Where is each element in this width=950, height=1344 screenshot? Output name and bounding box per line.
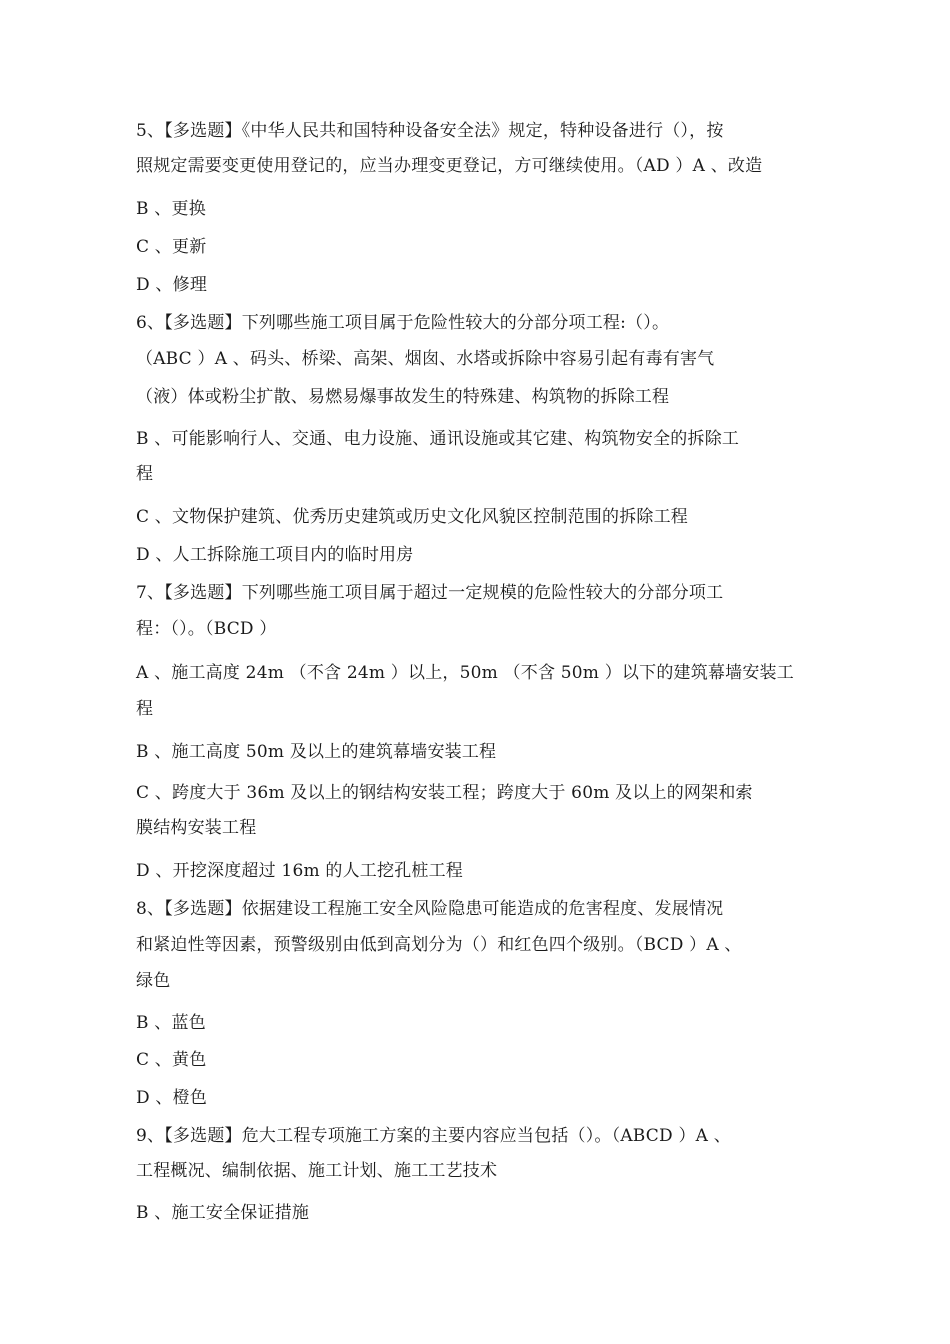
question-6-line-3: （液）体或粉尘扩散、易燃易爆事故发生的特殊建、构筑物的拆除工程 (136, 387, 670, 407)
option-c-line-cont: 膜结构安装工程 (136, 818, 257, 838)
option-b-line: B 、蓝色 (136, 1013, 206, 1033)
option-b-line: B 、更换 (136, 199, 206, 219)
option-b-line: B 、施工安全保证措施 (136, 1203, 310, 1223)
question-6-line-2: （ABC ）A 、码头、桥梁、高架、烟囱、水塔或拆除中容易引起有毒有害气 (136, 349, 715, 369)
option-c-line: C 、更新 (136, 237, 207, 257)
option-a-line: A 、施工高度 24m （不含 24m ）以上，50m （不含 50m ）以下的建筑幕墙安装工 (136, 663, 794, 683)
option-c-line: C 、文物保护建筑、优秀历史建筑或历史文化风貌区控制范围的拆除工程 (136, 507, 689, 527)
question-5-line-2: 照规定需要变更使用登记的，应当办理变更登记，方可继续使用。（AD ）A 、改造 (136, 156, 763, 176)
option-a-line-cont: 程 (136, 699, 154, 719)
question-7-line-2: 程：（）。（BCD ） (136, 619, 277, 639)
option-d-line: D 、开挖深度超过 16m 的人工挖孔桩工程 (136, 861, 463, 881)
option-b-line: B 、施工高度 50m 及以上的建筑幕墙安装工程 (136, 742, 497, 762)
question-5-line-1: 5、【多选题】《中华人民共和国特种设备安全法》规定，特种设备进行（），按 (136, 121, 724, 141)
option-c-line: C 、跨度大于 36m 及以上的钢结构安装工程；跨度大于 60m 及以上的网架和索 (136, 783, 753, 803)
option-b-line-cont: 程 (136, 464, 154, 484)
question-9-line-2: 工程概况、编制依据、施工计划、施工工艺技术 (136, 1161, 498, 1181)
option-d-line: D 、人工拆除施工项目内的临时用房 (136, 545, 414, 565)
question-9-line-1: 9、【多选题】危大工程专项施工方案的主要内容应当包括（）。（ABCD ）A 、 (136, 1126, 731, 1146)
question-6-line-1: 6、【多选题】下列哪些施工项目属于危险性较大的分部分项工程:（）。 (136, 313, 670, 333)
question-8-line-3: 绿色 (136, 971, 171, 991)
option-c-line: C 、黄色 (136, 1050, 207, 1070)
option-d-line: D 、修理 (136, 275, 208, 295)
option-d-line: D 、橙色 (136, 1088, 208, 1108)
question-8-line-2: 和紧迫性等因素，预警级别由低到高划分为（）和红色四个级别。（BCD ）A 、 (136, 935, 742, 955)
question-8-line-1: 8、【多选题】依据建设工程施工安全风险隐患可能造成的危害程度、发展情况 (136, 899, 724, 919)
option-b-line: B 、可能影响行人、交通、电力设施、通讯设施或其它建、构筑物安全的拆除工 (136, 429, 740, 449)
question-7-line-1: 7、【多选题】下列哪些施工项目属于超过一定规模的危险性较大的分部分项工 (136, 583, 724, 603)
